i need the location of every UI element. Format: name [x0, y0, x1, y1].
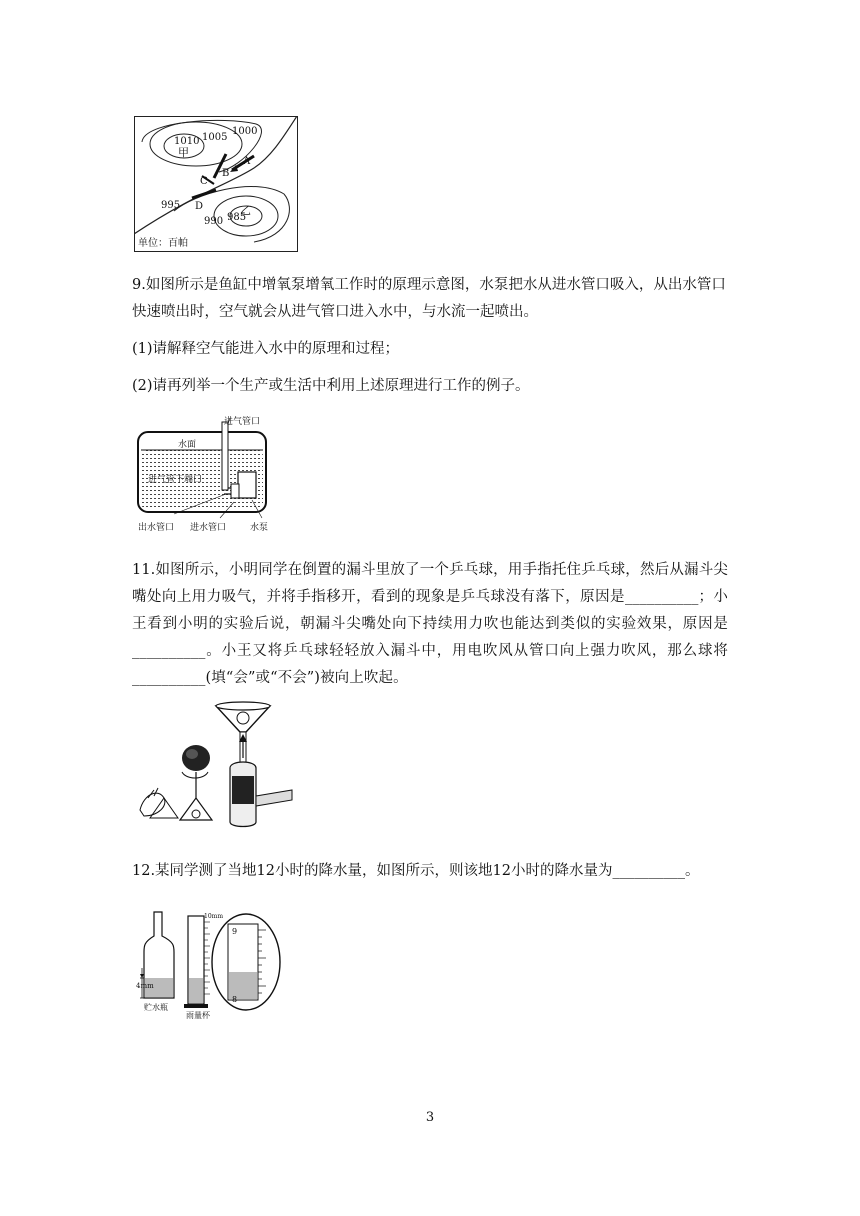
- page-number: 3: [425, 1110, 435, 1125]
- isobar-map-svg: [134, 116, 298, 252]
- high-pressure-label: 甲: [178, 146, 189, 159]
- isobar-map-figure: [134, 116, 298, 252]
- water-inlet-label: 进水管口: [190, 523, 227, 533]
- isobar-1000-label: 1000: [232, 126, 258, 137]
- question-12: [132, 858, 728, 885]
- cup-max-label: 10mm: [204, 913, 224, 920]
- scale-top-label: 9: [232, 927, 238, 936]
- question-9-sub1: (1)请解释空气能进入水中的原理和过程；: [132, 341, 400, 357]
- air-inlet-label: 进气管口: [224, 417, 261, 427]
- depth-label: 4mm: [136, 982, 154, 990]
- bottle-label: 贮水瓶: [144, 1003, 168, 1012]
- question-12-text: 12.某同学测了当地12小时的降水量，如图所示，则该地12小时的降水量为__________。: [132, 863, 700, 879]
- cup-label: 雨量杯: [186, 1011, 210, 1020]
- rain-gauge-figure: [134, 908, 284, 1020]
- point-b-label: B: [222, 168, 230, 179]
- water-outlet-label: 出水管口: [138, 523, 175, 533]
- isobar-985-label: 985: [227, 212, 247, 223]
- question-9-stem: 9.如图所示是鱼缸中增氧泵增氧工作时的原理示意图，水泵把水从进水管口吸入，从出水管口快速喷出时，空气就会从进气管口进入水中，与水流一起喷出。: [132, 277, 726, 320]
- rain-gauge-svg: [134, 908, 284, 1020]
- question-11: [132, 557, 728, 692]
- funnel-experiment-svg: [134, 698, 294, 830]
- question-9: [132, 272, 728, 400]
- air-pipe-bottom-label: 进气管下端口: [148, 475, 203, 485]
- aquarium-pump-svg: [134, 414, 280, 536]
- point-d-label: D: [195, 201, 204, 212]
- scale-bottom-label: 8: [232, 995, 238, 1004]
- aquarium-pump-figure: [134, 414, 280, 536]
- isobar-995-label: 995: [161, 200, 181, 211]
- point-c-label: C: [200, 176, 208, 187]
- question-11-text: 11.如图所示，小明同学在倒置的漏斗里放了一个乒乓球，用手指托住乒乓球，然后从漏斗尖嘴处向上用力吸气，并将手指移开，看到的现象是乒乓球没有落下，原因是__________；小王看到小明的实验后说，朝漏斗尖嘴处向下持续用力吹也能达到类似的实验效果，原因是__________。小王又将乒乓球轻轻放入漏斗中，用电吹风从管口向上强力吹风，那么球将__________(填“会”或“不会”)被向上吹起。: [132, 562, 728, 686]
- isobar-1010-label: 1010: [174, 136, 200, 147]
- isobar-1005-label: 1005: [202, 132, 228, 143]
- unit-label: 单位：百帕: [138, 238, 188, 249]
- pump-label: 水泵: [250, 523, 269, 533]
- isobar-990-label: 990: [204, 216, 224, 227]
- low-pressure-label: 乙: [240, 204, 251, 217]
- question-9-sub2: (2)请再列举一个生产或生活中利用上述原理进行工作的例子。: [132, 378, 530, 394]
- water-surface-label: 水面: [178, 440, 197, 450]
- point-a-label: A: [243, 156, 251, 167]
- funnel-experiment-figure: [134, 698, 294, 830]
